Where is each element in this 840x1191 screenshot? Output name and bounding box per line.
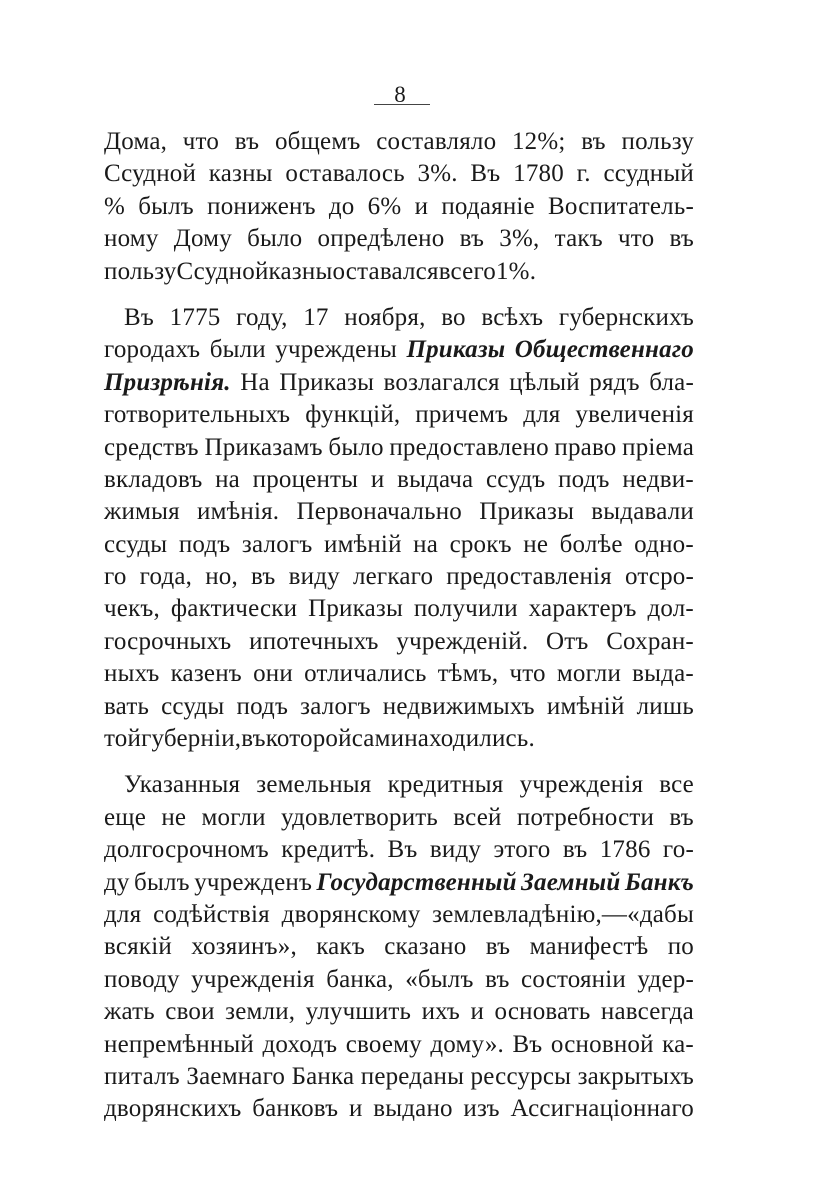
text-line: [104, 529, 694, 561]
word: Въ: [387, 836, 418, 864]
word: своему: [345, 1030, 422, 1058]
text-line: [104, 996, 694, 1028]
word: что: [618, 225, 655, 253]
word: былъ: [134, 868, 190, 896]
word: бла-: [649, 368, 694, 396]
word: дворянскихъ: [104, 1095, 242, 1123]
text-line: [104, 464, 694, 496]
word: предоставленія: [446, 563, 612, 591]
page-number: 8: [394, 82, 406, 107]
word: дол-: [647, 595, 694, 623]
word: Заемный: [521, 868, 621, 896]
word: 6%: [367, 192, 402, 220]
word: ныхъ: [104, 660, 160, 688]
word: ссуды: [104, 530, 168, 558]
word: тѣмъ,: [437, 660, 499, 688]
text-line: [104, 399, 694, 431]
word: оставалось: [285, 160, 405, 188]
word: 1786: [599, 836, 651, 864]
word: въ: [234, 128, 260, 155]
word: 17: [303, 303, 329, 331]
word: земли,: [225, 998, 296, 1026]
word: цѣлый: [509, 368, 580, 396]
word: выдача: [397, 465, 474, 493]
word: залогъ: [300, 692, 371, 720]
word: доходъ: [262, 1030, 338, 1058]
word: кредитныя: [387, 771, 504, 799]
word: казны: [268, 257, 333, 285]
word: Приказы: [279, 368, 375, 396]
word: въ: [562, 836, 588, 864]
word: 3%.: [417, 160, 458, 188]
text-line: [104, 367, 694, 399]
word: имѣнія.: [197, 498, 280, 526]
word: въ: [485, 965, 510, 993]
word: Общественнаго: [514, 336, 694, 364]
word: дворянскому: [281, 900, 421, 928]
word: пользу: [621, 128, 694, 155]
word: опредѣлено: [317, 225, 445, 253]
word: готворительныхъ: [104, 401, 291, 429]
word: ипотечныхъ: [249, 627, 379, 655]
word: вать: [104, 692, 150, 720]
word: и: [348, 1095, 363, 1123]
word: и: [470, 998, 485, 1026]
word: Въ: [470, 160, 501, 188]
text-line: [104, 126, 694, 158]
word: Банка: [291, 1062, 355, 1090]
word: могли: [556, 660, 622, 688]
word: непремѣнный: [104, 1030, 254, 1058]
word: рессурсы: [470, 1062, 572, 1090]
word: основать: [494, 998, 591, 1026]
word: Дому: [173, 225, 232, 253]
word: 1780: [513, 160, 564, 188]
word: имѣній: [546, 692, 625, 720]
word: учрежденъ: [194, 868, 313, 896]
word: «былъ: [405, 965, 474, 993]
word: Въ: [512, 1030, 543, 1058]
word: изъ: [463, 1095, 500, 1123]
word: потребности: [516, 803, 655, 831]
word: той: [104, 725, 142, 753]
word: получили: [413, 595, 518, 623]
word: болѣе: [559, 530, 623, 558]
word: хозяинъ»,: [191, 933, 297, 961]
word: го: [104, 563, 127, 591]
word: Воспитатель-: [548, 192, 694, 220]
word: пользу: [104, 257, 177, 285]
word: выдано: [373, 1095, 453, 1123]
word: Заемнаго: [186, 1062, 286, 1090]
text-line: [104, 302, 694, 334]
word: банка,: [326, 965, 394, 993]
word: во: [441, 303, 466, 331]
word: были: [209, 336, 266, 364]
word: вкладовъ: [104, 465, 203, 493]
word: %: [104, 192, 126, 220]
word: составляло: [376, 128, 497, 155]
word: Банкъ: [624, 868, 694, 896]
word: Приказы: [406, 336, 506, 364]
word: для: [523, 401, 561, 429]
word: въ: [581, 128, 606, 155]
word: ссудъ: [486, 465, 546, 493]
word: удер-: [637, 965, 694, 993]
word: недвижимыхъ: [382, 692, 535, 720]
word: срокъ: [449, 530, 512, 558]
word: общемъ: [274, 128, 361, 155]
page-header: [340, 82, 460, 109]
word: ду: [104, 868, 130, 896]
word: Приказы: [479, 498, 575, 526]
word: году,: [236, 303, 288, 331]
word: на: [413, 530, 439, 558]
word: все: [659, 771, 694, 799]
word: одно-: [634, 530, 694, 558]
word: казны: [208, 160, 273, 188]
text-line: [104, 158, 694, 190]
word: въ: [241, 725, 266, 753]
word: и: [370, 465, 385, 493]
text-line: [104, 1093, 694, 1125]
word: и: [414, 192, 429, 220]
word: Отъ: [545, 627, 589, 655]
word: сами: [351, 725, 405, 753]
word: средствъ: [104, 433, 199, 461]
text-line: [104, 432, 694, 464]
text-line: [104, 834, 694, 866]
word: легкаго: [352, 563, 434, 591]
word: на: [215, 465, 240, 493]
word: фактически: [170, 595, 298, 623]
word: Указанныя: [124, 771, 241, 799]
word: чекъ,: [104, 595, 160, 623]
word: что: [182, 128, 220, 155]
word: Ассигнаціоннаго: [510, 1095, 694, 1123]
text-line: [104, 256, 694, 288]
text-line: [104, 931, 694, 963]
word: го-: [662, 836, 694, 864]
word: всякій: [104, 933, 172, 961]
word: сказано: [384, 933, 467, 961]
word: предоставлено: [389, 433, 549, 461]
text-line: [104, 769, 694, 801]
word: губернскихъ: [558, 303, 694, 331]
word: причемъ: [415, 401, 509, 429]
word: учреждены: [275, 336, 398, 364]
text-line: [104, 867, 694, 899]
word: состояніи: [521, 965, 626, 993]
word: дому».: [430, 1030, 504, 1058]
word: Приказы: [308, 595, 403, 623]
word: пріема: [622, 433, 694, 461]
word: но,: [205, 563, 238, 591]
word: въ: [459, 225, 485, 253]
word: подаяніе: [441, 192, 535, 220]
word: находились.: [404, 725, 535, 753]
word: улучшить: [305, 998, 412, 1026]
word: переданы: [360, 1062, 465, 1090]
word: для: [104, 900, 142, 928]
word: ихъ: [421, 998, 461, 1026]
word: основной: [550, 1030, 654, 1058]
word: ка-: [662, 1030, 694, 1058]
word: госрочныхъ: [104, 627, 232, 655]
word: навсегда: [600, 998, 694, 1026]
word: подъ: [178, 530, 231, 558]
word: какъ: [316, 933, 365, 961]
text-line: [104, 191, 694, 223]
word: выдавали: [591, 498, 694, 526]
paragraph-3: [104, 769, 694, 1125]
word: городахъ: [104, 336, 201, 364]
word: ному: [104, 225, 159, 253]
text-line: [104, 723, 694, 755]
text-line: [104, 1061, 694, 1093]
word: казенъ: [170, 660, 242, 688]
word: 12%;: [511, 128, 566, 155]
word: губерніи,: [141, 725, 242, 753]
word: Дома,: [104, 128, 168, 155]
word: залогъ: [241, 530, 313, 558]
word: 1775: [169, 303, 221, 331]
word: право: [554, 433, 617, 461]
text-line: [104, 964, 694, 996]
word: былъ: [138, 192, 194, 220]
text-line: [104, 334, 694, 366]
word: На: [240, 368, 270, 396]
text-line: [104, 1029, 694, 1061]
word: пониженъ: [207, 192, 316, 220]
word: подъ: [236, 692, 289, 720]
word: закрытыхъ: [577, 1062, 694, 1090]
word: 3%,: [499, 225, 540, 253]
word: характеръ: [528, 595, 637, 623]
word: отсро-: [624, 563, 694, 591]
word: которой: [265, 725, 352, 753]
text-line: [104, 658, 694, 690]
page-number-rule: [374, 104, 430, 105]
word: поводу: [104, 965, 180, 993]
word: могли: [201, 803, 266, 831]
word: оставался: [332, 257, 439, 285]
word: Въ: [124, 303, 155, 331]
word: года,: [139, 563, 193, 591]
word: Призрѣнія.: [104, 368, 231, 396]
word: Первоначально: [296, 498, 462, 526]
word: виду: [288, 563, 340, 591]
word: г.: [576, 160, 591, 188]
text-line: [104, 802, 694, 834]
word: банковъ: [252, 1095, 339, 1123]
word: имѣній: [323, 530, 402, 558]
word: учрежденій.: [396, 627, 529, 655]
text-line: [104, 223, 694, 255]
word: проценты: [252, 465, 359, 493]
text-line: [104, 496, 694, 528]
word: выда-: [632, 660, 694, 688]
word: не: [161, 803, 187, 831]
word: по: [667, 933, 694, 961]
word: въ: [485, 933, 511, 961]
word: ссуды: [161, 692, 225, 720]
word: что: [509, 660, 546, 688]
word: виду: [429, 836, 482, 864]
text-line: [104, 626, 694, 658]
word: было: [247, 225, 303, 253]
word: Приказамъ: [204, 433, 323, 461]
word: содѣйствія: [153, 900, 270, 928]
paragraph-1: [104, 126, 694, 288]
text-line: [104, 593, 694, 625]
word: Ссудной: [176, 257, 269, 285]
word: учрежденія: [519, 771, 644, 799]
word: всѣхъ: [481, 303, 544, 331]
word: недви-: [622, 465, 694, 493]
word: 1%.: [495, 257, 537, 285]
word: рядъ: [589, 368, 640, 396]
word: не: [523, 530, 549, 558]
word: свои: [165, 998, 215, 1026]
word: они: [253, 660, 293, 688]
word: землевладѣнію,—«дабы: [432, 900, 694, 928]
word: Сохран-: [606, 627, 694, 655]
word: такъ: [554, 225, 603, 253]
word: жимыя: [104, 498, 180, 526]
word: функцій,: [305, 401, 401, 429]
text-line: [104, 691, 694, 723]
word: этого: [493, 836, 551, 864]
word: земельныя: [256, 771, 372, 799]
word: всей: [453, 803, 502, 831]
word: было: [328, 433, 384, 461]
word: учрежденія: [191, 965, 315, 993]
word: ноября,: [344, 303, 426, 331]
word: еще: [104, 803, 147, 831]
text-line: [104, 899, 694, 931]
word: до: [328, 192, 355, 220]
word: отличались: [304, 660, 427, 688]
word: Государственный: [316, 868, 517, 896]
word: Ссудной: [104, 160, 197, 188]
word: ссудный: [603, 160, 694, 188]
word: въ: [251, 563, 276, 591]
word: всего: [438, 257, 496, 285]
word: лишь: [636, 692, 694, 720]
word: въ: [669, 225, 694, 253]
word: возлагался: [383, 368, 500, 396]
word: въ: [669, 803, 694, 831]
paragraph-2: [104, 302, 694, 755]
text-line: [104, 561, 694, 593]
word: манифестѣ: [529, 933, 649, 961]
word: подъ: [558, 465, 610, 493]
word: жать: [104, 998, 155, 1026]
word: удовлетворить: [280, 803, 439, 831]
word: долгосрочномъ: [104, 836, 269, 864]
word: питалъ: [104, 1062, 180, 1090]
word: кредитѣ.: [281, 836, 376, 864]
word: увеличенія: [575, 401, 694, 429]
body-text: [104, 126, 694, 1140]
